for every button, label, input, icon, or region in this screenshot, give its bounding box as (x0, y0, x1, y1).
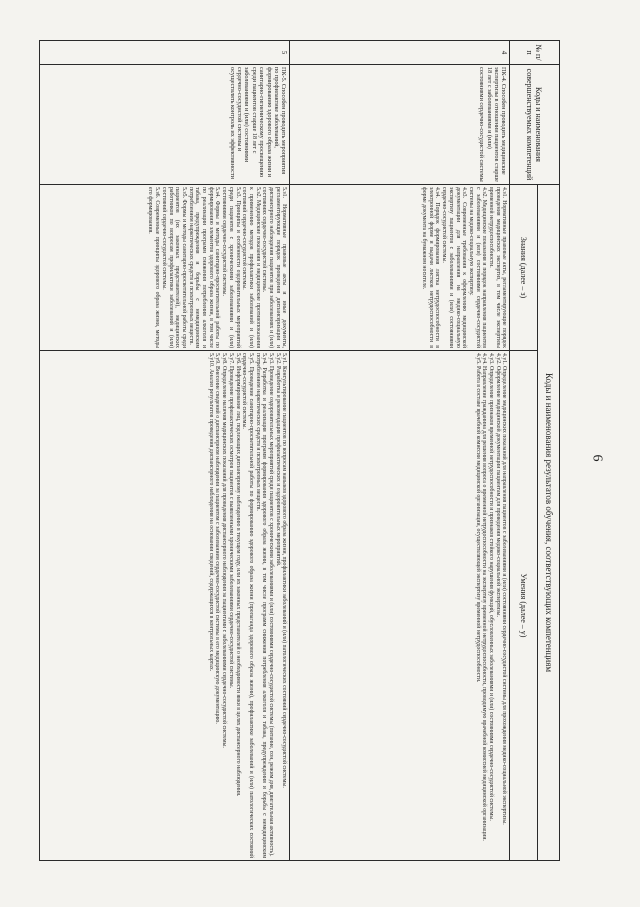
page-number: 6 (589, 454, 605, 462)
knowledge-item: 5.з2. Медицинские показания и медицинские противопоказания к применению методов профилактики заболеваний и (или) состояний сердечно-сосудистой системы. (241, 187, 261, 348)
skill-item: 5.у10. Анализ результатов проведения диспансерного наблюдения на основании сведений, содержащихся в контрольных картах. (207, 353, 214, 672)
skill-item: 5.у6. Информирование лиц, подлежащих диспансерному наблюдению в текущем году, или их законных представителей о необходимости явки в целях диспансерного наблюдения. (234, 353, 241, 797)
header-knowledge: Знания (далее – з) (510, 185, 538, 351)
skill-item: 5.у1. Консультирование пациентов по вопросам навыков здорового образа жизни, профилактики заболеваний и (или) патологических состояний сердечно-сосудистой системы. (281, 353, 288, 788)
skill-item: 5.у5. Проведение санитарно-просветительной работы по формированию здорового образа жизни (пропаганда здорового образа жизни), профилактике заболеваний и (или) патологических состояний сердечно-сосудистой системы. (241, 353, 254, 858)
skill-item: 4.у2. Оформление медицинской документации пациентам для проведения медико-социальной экспертизы. (494, 353, 501, 618)
skill-item: 4.у5. Работа в составе врачебной комиссии медицинской организации, осуществляющей экспертизу временной нетрудоспособности. (474, 353, 481, 683)
skill-item: 5.у4. Разработка и реализация программ формирования здорового образа жизни, в том числе программ снижения потребления алкоголя и табака, предупреждения и борьбы с немедицинским потреблением наркотических средств и психотропных веществ. (254, 353, 268, 858)
knowledge-cell (290, 185, 510, 351)
document-page-rotated (40, 40, 560, 860)
knowledge-item: 5.з4. Формы и методы санитарно-просветительной работы по формированию элементов здорового образа жизни, в том числе по реализации программ снижения потребления алкоголя и табака, предупреждения и борьбы с немедицинским потреблением наркотических средств и психотропных веществ. (187, 187, 221, 348)
knowledge-item: 5.з5. Формы и методы санитарно-просветительной работы среди пациентов (их законных представителей), медицинских работников по вопросам профилактики заболеваний и (или) состояний сердечно-сосудистой системы. (160, 187, 187, 348)
skills-cell (40, 351, 290, 861)
skill-item: 4.у1. Определение медицинских показаний для направления пациентов с заболеваниями и (или) состояниями сердечно-сосудистой системы для прохождения медико-социальной экспертизы. (501, 353, 508, 825)
skill-item: 5.у8. Определение наличия медицинских показаний для проведения диспансерного наблюдения за пациентами с заболеваниями сердечно-сосудистой системы. (221, 353, 228, 748)
table-row (40, 41, 290, 861)
knowledge-item: 4.з4. Порядок формирования листка нетрудоспособности в электронной форме и выдачи листков нетрудоспособности в форме документа на бумажном носителе. (421, 187, 441, 348)
row-number: 4 (290, 41, 510, 65)
skill-item: 5.у7. Проведение профилактических осмотров пациентов с выявленными хроническими заболеваниями сердечно-сосудистой системы. (227, 353, 234, 689)
knowledge-item: 4.з2. Медицинские показания и порядок направления пациентов с заболеваниями и (или) состояниями сердечно-сосудистой системы на медико-социальную экспертизу. (467, 187, 488, 348)
knowledge-item: 4.з1. Нормативные правовые акты, регламентирующие порядок проведения медицинских экспертиз, в том числе экспертизы временной нетрудоспособности. (488, 187, 508, 348)
knowledge-item: 4.з3. Современные требования к оформлению медицинской документации для направления на медико-социальную экспертизу пациентов с заболеваниями и (или) состояниями сердечно-сосудистой системы. (441, 187, 468, 348)
knowledge-cell (40, 185, 290, 351)
skill-item: 4.у3. Определение признаков временной нетрудоспособности и признаков стойкого нарушения функций, обусловленных заболеваниями и (или) состояниями сердечно-сосудистой системы. (488, 353, 495, 821)
knowledge-item: 5.з6. Современные принципы здорового образа жизни, методы его формирования. (147, 187, 161, 348)
competence-table (39, 40, 560, 861)
header-num: № п/п (510, 41, 560, 65)
skill-item: 5.у3. Проведение оздоровительных мероприятий среди пациентов с хроническими заболеваниями и (или) состояниями сердечно-сосудистой системы (питание, сон, режим дня, двигательная активность). (268, 353, 275, 857)
row-number: 5 (40, 41, 290, 65)
table-row (290, 41, 510, 861)
header-competence: Коды и наименования совершенствуемых компетенций (510, 65, 560, 185)
competence-cell: ПК-4. Способен проводить медицинские экспертизы в отношении пациентов старше 18 лет с заболеваниями и (или) состояниями сердечно-сосудистой системы (290, 65, 510, 185)
table-header-row (538, 41, 560, 861)
header-skills: Умения (далее – у) (510, 351, 538, 861)
skill-item: 5.у9. Внесение сведений о диспансерном наблюдении за пациентом с заболеванием сердечно-сосудистой системы в его медицинскую документацию. (214, 353, 221, 724)
skills-cell (290, 351, 510, 861)
skill-item: 4.у4. Направление гражданина для решения вопроса о временной нетрудоспособности на экспертизу временной нетрудоспособности, проводимую врачебной комиссией медицинской организации. (481, 353, 488, 841)
header-results: Коды и наименования результатов обучения, соответствующих компетенциям (538, 185, 560, 861)
knowledge-item: 5.з3. Принципы и особенности оздоровительных мероприятий среди пациентов с хроническими заболеваниями и (или) состояниями сердечно-сосудистой системы. (221, 187, 241, 348)
knowledge-item: 5.з1. Нормативные правовые акты и иные документы, регламентирующие порядок проведения диспансеризации и диспансерного наблюдения пациентов при заболеваниях и (или) состояниях сердечно-сосудистой системы. (261, 187, 288, 348)
skill-item: 5.у2. Разработка и рекомендация профилактических и оздоровительных мероприятий. (274, 353, 281, 567)
competence-cell: ПК-5. Способен проводить мероприятия по профилактике заболеваний, формированию здорового образа жизни и санитарно-гигиеническому просвещению среди пациентов старше 18 лет с заболеваниями и (или) состояниями сердечно-сосудистой системы и осуществлять контроль их эффективности (40, 65, 290, 185)
